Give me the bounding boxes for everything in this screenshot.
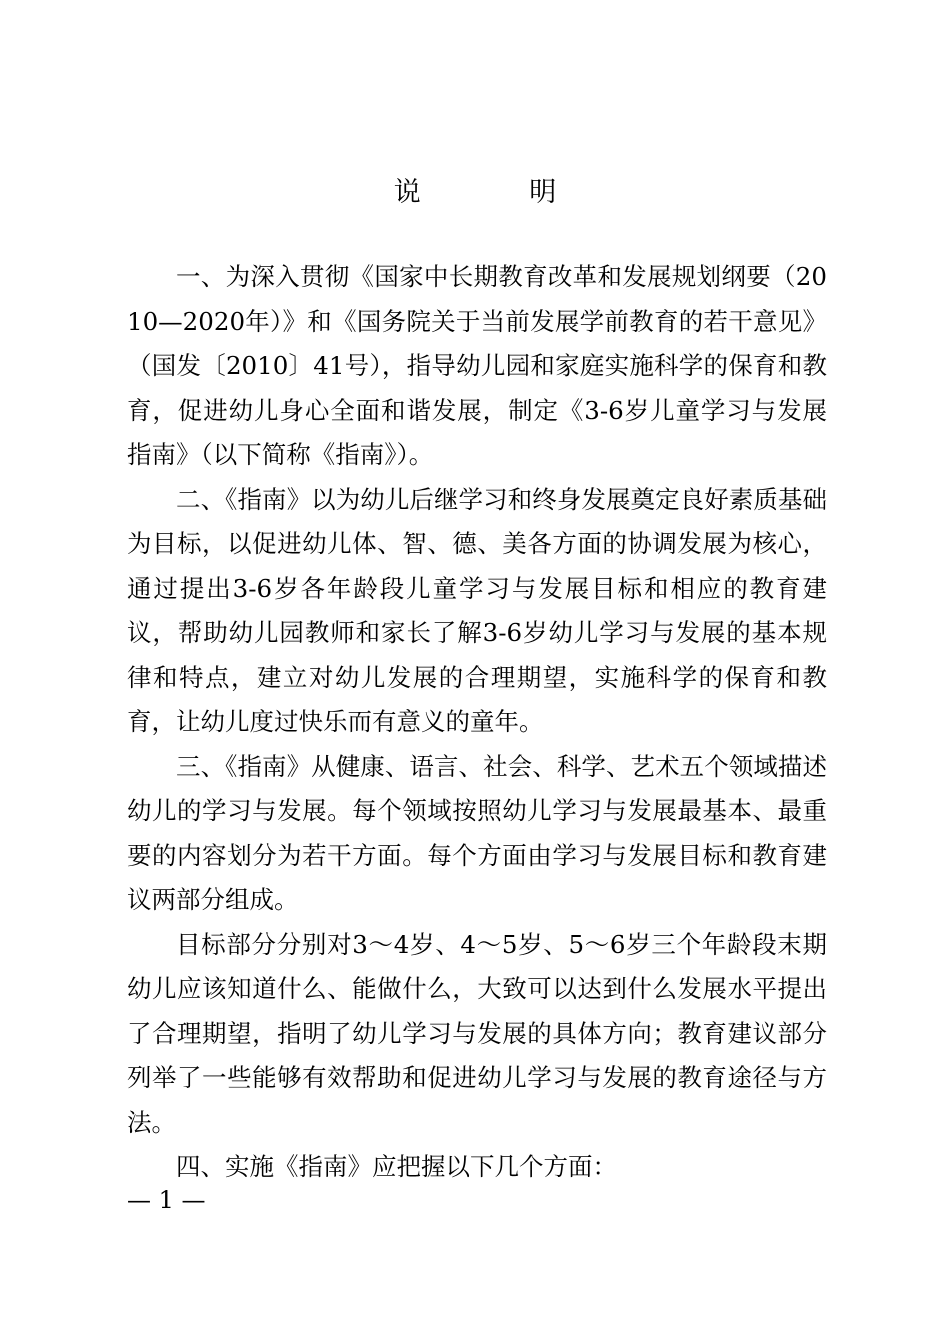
page-title: 说 明 bbox=[393, 177, 607, 208]
paragraph-3: 三、《指南》从健康、语言、社会、科学、艺术五个领域描述幼儿的学习与发展。每个领域按照幼儿学习与发展最基本、最重要的内容划分为若干方面。每个方面由学习与发展目标和教育建议两部分组成。 bbox=[127, 751, 827, 914]
paragraph-1: 一、为深入贯彻《国家中长期教育改革和发展规划纲要（2010—2020年）》和《国务院关于当前发展学前教育的若干意见》（国发〔2010〕41号），指导幼儿园和家庭实施科学的保育和教育，促进幼儿身心全面和谐发展，制定《3-6岁儿童学习与发展指南》（以下简称《指南》）。 bbox=[127, 262, 827, 469]
paragraph-2: 二、《指南》以为幼儿后继学习和终身发展奠定良好素质基础为目标，以促进幼儿体、智、德、美各方面的协调发展为核心，通过提出3-6岁各年龄段儿童学习与发展目标和相应的教育建议，帮助幼儿园教师和家长了解3-6岁幼儿学习与发展的基本规律和特点，建立对幼儿发展的合理期望，实施科学的保育和教育，让幼儿度过快乐而有意义的童年。 bbox=[127, 484, 827, 736]
paragraph-5: 四、实施《指南》应把握以下几个方面： bbox=[176, 1152, 617, 1181]
page-number: — 1 — bbox=[127, 1186, 206, 1214]
paragraph-4: 目标部分分别对3～4岁、4～5岁、5～6岁三个年龄段末期幼儿应该知道什么、能做什么，大致可以达到什么发展水平提出了合理期望，指明了幼儿学习与发展的具体方向；教育建议部分列举了一些能够有效帮助和促进幼儿学习与发展的教育途径与方法。 bbox=[127, 929, 827, 1137]
body-text bbox=[127, 255, 827, 1190]
